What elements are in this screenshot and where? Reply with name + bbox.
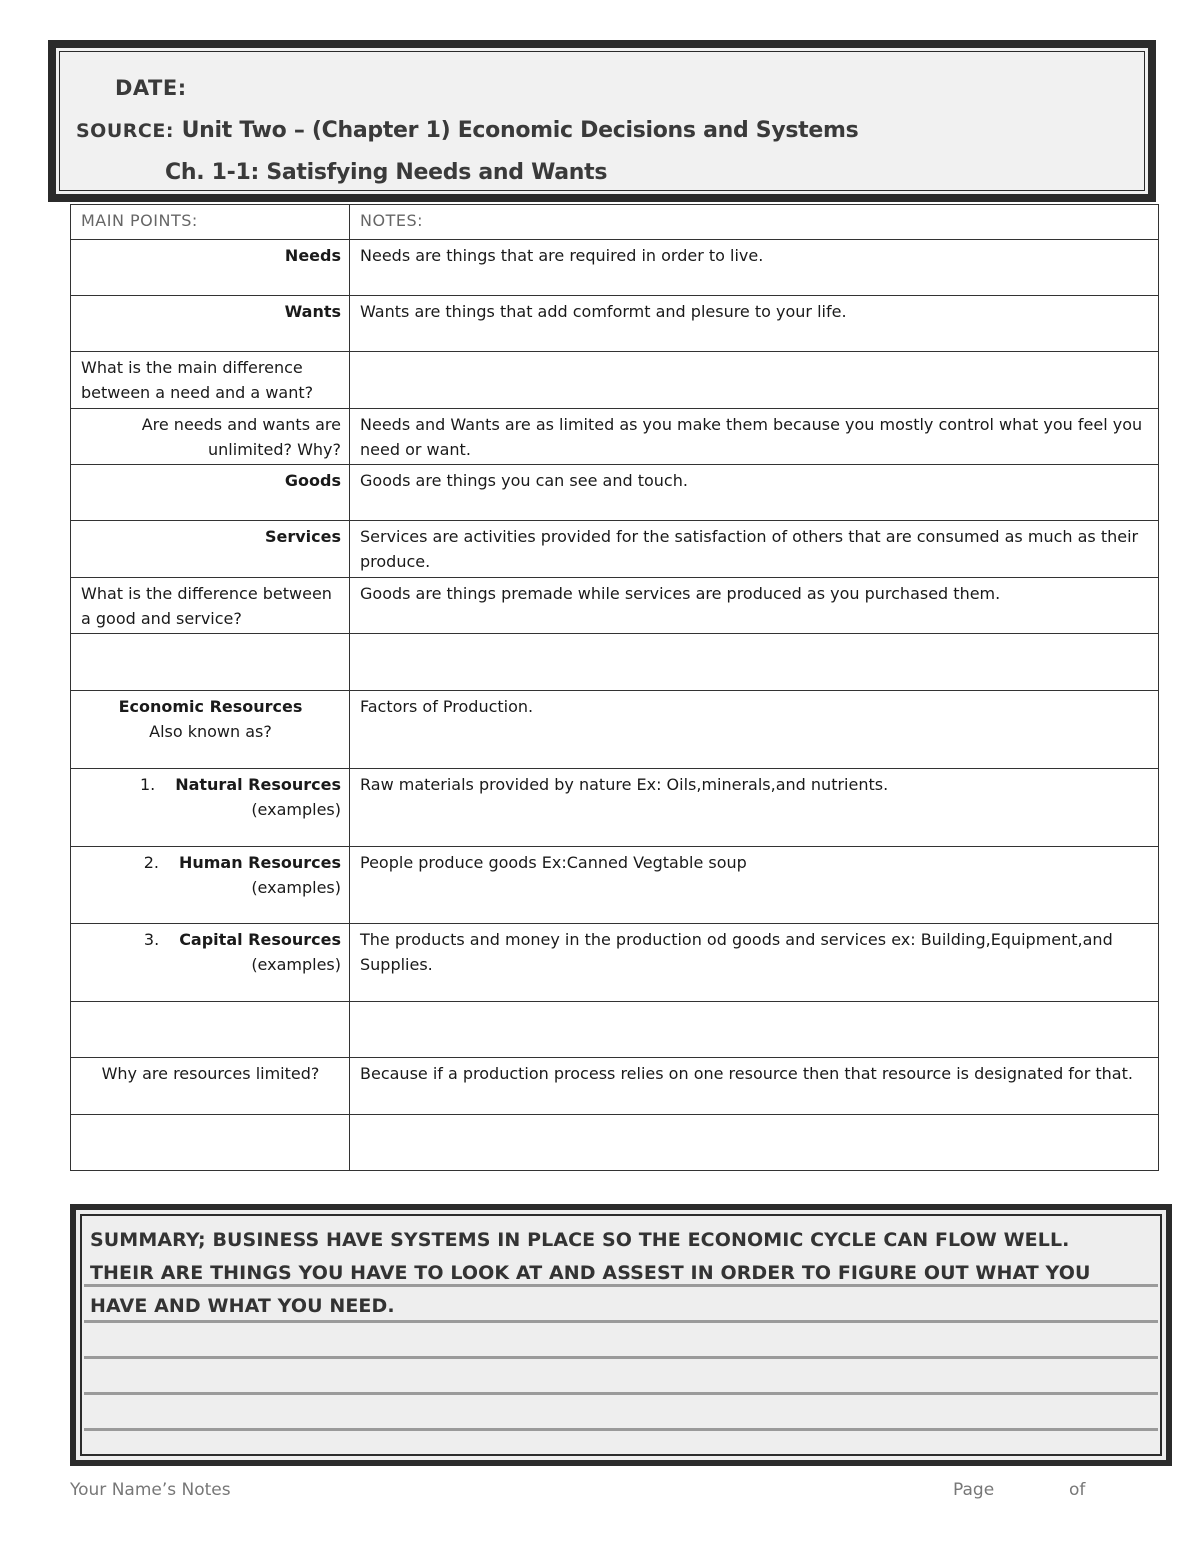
summary-text[interactable]: SUMMARY; BUSINESS HAVE SYSTEMS IN PLACE SO THE ECONOMIC CYCLE CAN FLOW WELL. THEIR ARE THINGS YOU HAVE TO LOOK AT AND ASSEST IN ORDER TO FIGURE OUT WHAT YOU HAVE AND WHAT YOU NEED. xyxy=(90,1229,1091,1317)
main-point-subtitle: Also known as? xyxy=(149,722,272,741)
summary-rule-line xyxy=(84,1428,1158,1431)
notes-cell[interactable] xyxy=(350,1115,1159,1171)
table-row xyxy=(71,296,1159,352)
main-point-subtitle: (examples) xyxy=(251,955,341,974)
notes-cell[interactable]: Goods are things premade while services are produced as you purchased them. xyxy=(350,578,1159,634)
main-point-cell xyxy=(71,691,350,769)
notes-cell[interactable] xyxy=(350,352,1159,409)
main-point-cell: Services xyxy=(71,521,350,578)
summary-inner-border xyxy=(80,1214,1162,1456)
table-row xyxy=(71,521,1159,578)
table-row xyxy=(71,578,1159,634)
summary-rule-line xyxy=(84,1356,1158,1359)
table-row xyxy=(71,465,1159,521)
notes-cell[interactable]: Wants are things that add comformt and plesure to your life. xyxy=(350,296,1159,352)
date-label: DATE: xyxy=(115,76,187,100)
table-header-row xyxy=(71,205,1159,240)
main-point-cell: Needs xyxy=(71,240,350,296)
header-box xyxy=(48,40,1156,202)
footer-of-label: of xyxy=(1069,1480,1086,1500)
main-point-title: Economic Resources xyxy=(118,697,303,716)
main-point-cell xyxy=(71,1002,350,1058)
table-row xyxy=(71,924,1159,1002)
notes-cell[interactable]: The products and money in the production od goods and services ex: Building,Equipment,and Supplies. xyxy=(350,924,1159,1002)
notes-cell[interactable]: Raw materials provided by nature Ex: Oils,minerals,and nutrients. xyxy=(350,769,1159,847)
list-number: 2. xyxy=(143,853,159,872)
summary-rule-line xyxy=(84,1392,1158,1395)
main-point-cell xyxy=(71,634,350,691)
notes-cell[interactable]: Goods are things you can see and touch. xyxy=(350,465,1159,521)
table-row xyxy=(71,691,1159,769)
table-row xyxy=(71,1002,1159,1058)
notes-cell[interactable]: Because if a production process relies on one resource then that resource is designated for that. xyxy=(350,1058,1159,1115)
table-row xyxy=(71,847,1159,924)
chapter-title: Ch. 1-1: Satisfying Needs and Wants xyxy=(165,160,608,185)
main-point-title: Natural Resources xyxy=(175,775,341,794)
main-point-cell: Are needs and wants are unlimited? Why? xyxy=(71,409,350,465)
list-number: 3. xyxy=(143,930,160,949)
main-point-cell: What is the difference between a good and service? xyxy=(71,578,350,634)
main-point-cell xyxy=(71,847,350,924)
source-line xyxy=(76,118,858,143)
summary-box xyxy=(70,1204,1172,1466)
table-row xyxy=(71,634,1159,691)
notes-table xyxy=(70,204,1159,1171)
main-point-title: Capital Resources xyxy=(179,930,341,949)
notes-header: NOTES: xyxy=(350,205,1159,240)
source-label: SOURCE: xyxy=(76,120,174,142)
table-row xyxy=(71,1058,1159,1115)
main-point-cell: What is the main difference between a need and a want? xyxy=(71,352,350,409)
summary-rule-line xyxy=(84,1284,1158,1287)
table-row xyxy=(71,409,1159,465)
notes-cell[interactable]: Needs and Wants are as limited as you make them because you mostly control what you feel you need or want. xyxy=(350,409,1159,465)
table-row xyxy=(71,240,1159,296)
main-points-header: MAIN POINTS: xyxy=(71,205,350,240)
footer-name: Your Name’s Notes xyxy=(70,1480,231,1500)
header-inner-border xyxy=(59,51,1145,191)
table-row xyxy=(71,352,1159,409)
table-row xyxy=(71,769,1159,847)
notes-cell[interactable]: Needs are things that are required in order to live. xyxy=(350,240,1159,296)
main-point-cell xyxy=(71,1115,350,1171)
source-value: Unit Two – (Chapter 1) Economic Decisions and Systems xyxy=(181,118,859,143)
main-point-subtitle: (examples) xyxy=(251,800,341,819)
notes-cell[interactable]: Services are activities provided for the satisfaction of others that are consumed as much as their produce. xyxy=(350,521,1159,578)
notes-cell[interactable] xyxy=(350,634,1159,691)
summary-rule-line xyxy=(84,1320,1158,1323)
notes-cell[interactable]: People produce goods Ex:Canned Vegtable soup xyxy=(350,847,1159,924)
notes-cell[interactable] xyxy=(350,1002,1159,1058)
main-point-cell: Wants xyxy=(71,296,350,352)
footer-page-label: Page xyxy=(953,1480,995,1500)
main-point-cell: Goods xyxy=(71,465,350,521)
main-point-cell xyxy=(71,769,350,847)
notes-cell[interactable]: Factors of Production. xyxy=(350,691,1159,769)
main-point-cell xyxy=(71,924,350,1002)
main-point-cell: Why are resources limited? xyxy=(71,1058,350,1115)
main-point-title: Human Resources xyxy=(178,853,341,872)
list-number: 1. xyxy=(139,775,156,794)
main-point-subtitle: (examples) xyxy=(251,878,341,897)
table-row xyxy=(71,1115,1159,1171)
